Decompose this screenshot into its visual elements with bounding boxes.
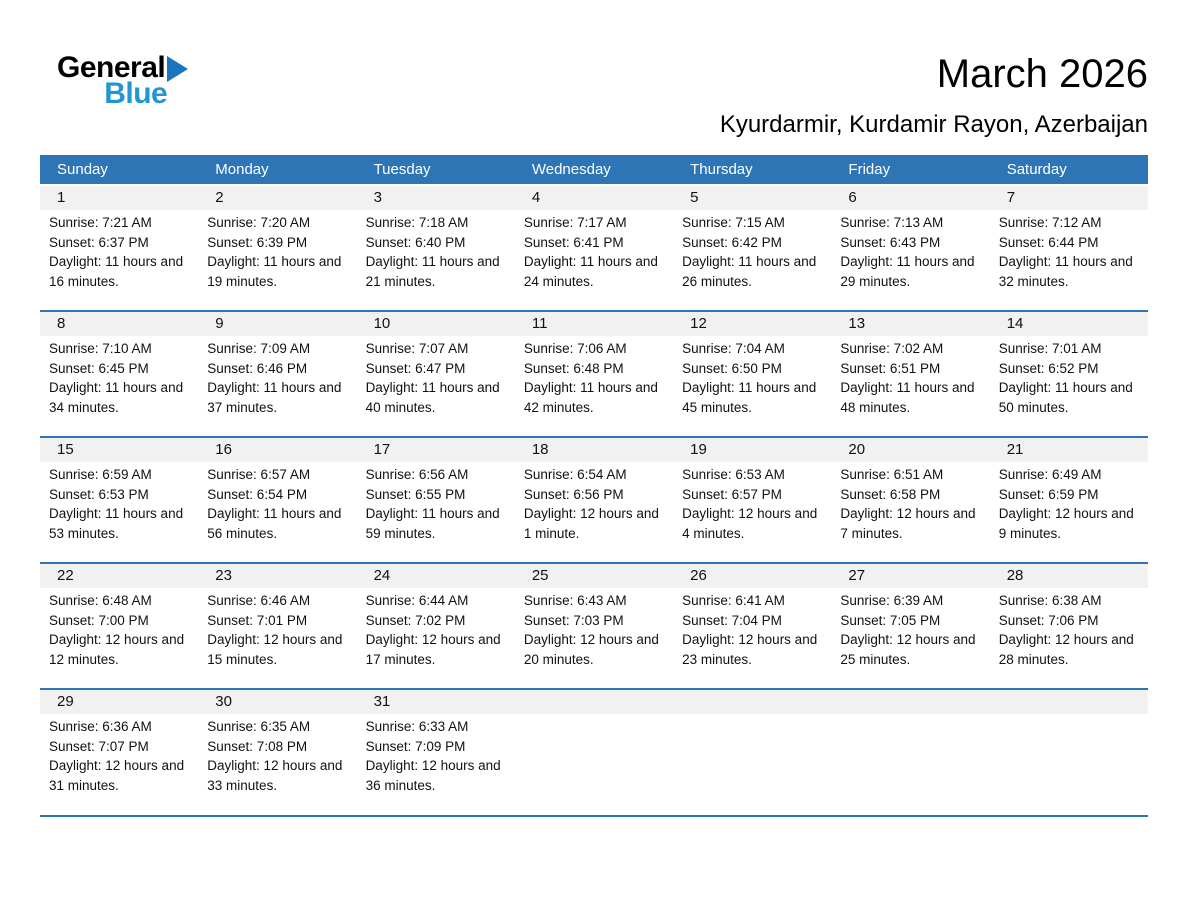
day-info — [198, 462, 356, 553]
sunset-text: Sunset: 7:09 PM — [365, 738, 466, 754]
sunrise-text: Sunrise: 6:36 AM — [49, 719, 152, 734]
sunset-text: Sunset: 6:41 PM — [523, 234, 624, 250]
day-info — [40, 462, 198, 553]
sunrise-text: Sunrise: 6:38 AM — [998, 593, 1102, 608]
sunset-text: Sunset: 6:42 PM — [682, 234, 782, 250]
day-cell — [990, 312, 1148, 427]
day-cell — [515, 438, 673, 553]
day-cell — [40, 438, 198, 553]
day-info — [40, 588, 198, 679]
day-info — [40, 714, 198, 805]
general-blue-logo — [57, 50, 188, 110]
day-number: 4 — [515, 186, 673, 210]
day-number: 28 — [990, 564, 1148, 588]
weekday-header — [40, 155, 1148, 184]
day-info — [831, 714, 989, 727]
day-info — [673, 462, 831, 553]
sunrise-text: Sunrise: 6:46 AM — [207, 593, 311, 608]
day-info — [515, 210, 673, 301]
day-cell — [40, 186, 198, 301]
day-info — [990, 462, 1148, 553]
daylight-text: Daylight: 12 hours and 4 minutes. — [682, 506, 818, 541]
sunrise-text: Sunrise: 7:12 AM — [998, 215, 1102, 230]
day-cell — [357, 564, 515, 679]
daylight-text: Daylight: 11 hours and 26 minutes. — [682, 254, 817, 289]
sunset-text: Sunset: 6:43 PM — [840, 234, 941, 250]
day-cell — [831, 564, 989, 679]
sunset-text: Sunset: 6:59 PM — [998, 486, 1099, 502]
day-number: 25 — [515, 564, 673, 588]
sunset-text: Sunset: 7:01 PM — [207, 612, 308, 628]
daylight-text: Daylight: 11 hours and 48 minutes. — [840, 380, 975, 415]
sunset-text: Sunset: 6:54 PM — [207, 486, 308, 502]
sunset-text: Sunset: 6:58 PM — [840, 486, 941, 502]
day-info — [673, 336, 831, 427]
sunrise-text: Sunrise: 6:59 AM — [49, 467, 152, 482]
day-info — [357, 336, 515, 427]
sunset-text: Sunset: 6:48 PM — [523, 360, 624, 376]
day-info — [515, 336, 673, 427]
daylight-text: Daylight: 12 hours and 9 minutes. — [998, 506, 1134, 541]
sunrise-text: Sunrise: 6:44 AM — [365, 593, 469, 608]
day-number: 23 — [198, 564, 356, 588]
page-header — [0, 0, 1188, 145]
daylight-text: Daylight: 11 hours and 34 minutes. — [49, 380, 184, 415]
sunrise-text: Sunrise: 6:35 AM — [207, 719, 311, 734]
sunrise-text: Sunrise: 6:51 AM — [840, 467, 944, 482]
sunrise-text: Sunrise: 6:53 AM — [682, 467, 785, 482]
sunset-text: Sunset: 6:39 PM — [207, 234, 308, 250]
day-cell — [357, 690, 515, 805]
sunrise-text: Sunrise: 6:41 AM — [682, 593, 785, 608]
daylight-text: Daylight: 12 hours and 31 minutes. — [49, 758, 185, 793]
sunset-text: Sunset: 6:51 PM — [840, 360, 941, 376]
sunset-text: Sunset: 6:50 PM — [682, 360, 782, 376]
day-number: 14 — [990, 312, 1148, 336]
daylight-text: Daylight: 11 hours and 29 minutes. — [840, 254, 975, 289]
empty-day-cell — [990, 690, 1148, 805]
sunrise-text: Sunrise: 7:01 AM — [998, 341, 1102, 356]
day-number: 5 — [673, 186, 831, 210]
logo-blue-text: Blue — [104, 77, 168, 110]
day-number: 3 — [357, 186, 515, 210]
sunrise-text: Sunrise: 7:09 AM — [207, 341, 311, 356]
day-info — [831, 336, 989, 427]
daylight-text: Daylight: 12 hours and 12 minutes. — [49, 632, 185, 667]
day-number: 31 — [357, 690, 515, 714]
empty-day-cell — [515, 690, 673, 805]
day-number: 12 — [673, 312, 831, 336]
day-cell — [40, 312, 198, 427]
sunset-text: Sunset: 7:06 PM — [998, 612, 1099, 628]
sunrise-text: Sunrise: 7:21 AM — [49, 215, 152, 230]
sunset-text: Sunset: 7:08 PM — [207, 738, 308, 754]
sunset-text: Sunset: 6:45 PM — [49, 360, 149, 376]
day-info — [198, 336, 356, 427]
day-cell — [673, 312, 831, 427]
sunrise-text: Sunrise: 6:54 AM — [523, 467, 627, 482]
day-number: 11 — [515, 312, 673, 336]
weekday-tuesday: Tuesday — [373, 161, 431, 178]
daylight-text: Daylight: 12 hours and 28 minutes. — [998, 632, 1134, 667]
sunrise-text: Sunrise: 7:06 AM — [523, 341, 627, 356]
daylight-text: Daylight: 12 hours and 25 minutes. — [840, 632, 976, 667]
logo-triangle-icon — [167, 56, 188, 82]
day-info — [357, 210, 515, 301]
week-row — [40, 436, 1148, 553]
day-number: 27 — [831, 564, 989, 588]
daylight-text: Daylight: 12 hours and 23 minutes. — [682, 632, 818, 667]
day-info — [831, 588, 989, 679]
day-info — [990, 714, 1148, 727]
day-info — [515, 588, 673, 679]
sunset-text: Sunset: 7:05 PM — [840, 612, 941, 628]
day-info — [990, 210, 1148, 301]
sunrise-text: Sunrise: 7:04 AM — [682, 341, 785, 356]
weekday-friday: Friday — [848, 161, 891, 178]
calendar — [40, 155, 1148, 805]
day-cell — [357, 186, 515, 301]
daylight-text: Daylight: 11 hours and 16 minutes. — [49, 254, 184, 289]
sunrise-text: Sunrise: 7:20 AM — [207, 215, 311, 230]
day-info — [673, 210, 831, 301]
day-number: 30 — [198, 690, 356, 714]
location-subtitle: Kyurdarmir, Kurdamir Rayon, Azerbaijan — [719, 111, 1148, 138]
day-info — [990, 336, 1148, 427]
day-info — [673, 714, 831, 727]
day-info — [357, 714, 515, 805]
day-info — [198, 714, 356, 805]
sunset-text: Sunset: 6:56 PM — [523, 486, 624, 502]
week-row — [40, 562, 1148, 679]
daylight-text: Daylight: 12 hours and 20 minutes. — [523, 632, 659, 667]
sunrise-text: Sunrise: 6:57 AM — [207, 467, 311, 482]
day-cell — [990, 186, 1148, 301]
daylight-text: Daylight: 11 hours and 50 minutes. — [998, 380, 1133, 415]
week-row — [40, 186, 1148, 301]
day-cell — [673, 186, 831, 301]
sunrise-text: Sunrise: 7:10 AM — [49, 341, 152, 356]
empty-day-cell — [831, 690, 989, 805]
day-info — [831, 210, 989, 301]
sunrise-text: Sunrise: 6:56 AM — [365, 467, 469, 482]
day-cell — [515, 564, 673, 679]
day-cell — [673, 564, 831, 679]
sunset-text: Sunset: 6:44 PM — [998, 234, 1099, 250]
daylight-text: Daylight: 12 hours and 1 minute. — [523, 506, 659, 541]
daylight-text: Daylight: 12 hours and 33 minutes. — [207, 758, 343, 793]
day-cell — [831, 312, 989, 427]
day-number: 19 — [673, 438, 831, 462]
day-info — [515, 714, 673, 727]
sunset-text: Sunset: 6:55 PM — [365, 486, 466, 502]
day-number: 29 — [40, 690, 198, 714]
sunrise-text: Sunrise: 7:18 AM — [365, 215, 469, 230]
day-cell — [198, 690, 356, 805]
day-cell — [831, 186, 989, 301]
day-info — [198, 588, 356, 679]
day-cell — [673, 438, 831, 553]
logo-general-text: General — [57, 50, 166, 84]
daylight-text: Daylight: 11 hours and 53 minutes. — [49, 506, 184, 541]
day-cell — [990, 438, 1148, 553]
sunset-text: Sunset: 6:53 PM — [49, 486, 149, 502]
sunset-text: Sunset: 7:03 PM — [523, 612, 624, 628]
daylight-text: Daylight: 11 hours and 19 minutes. — [207, 254, 342, 289]
calendar-bottom-line — [40, 815, 1148, 817]
day-cell — [515, 186, 673, 301]
daylight-text: Daylight: 11 hours and 45 minutes. — [682, 380, 817, 415]
day-number: 2 — [198, 186, 356, 210]
day-number: 20 — [831, 438, 989, 462]
day-number — [990, 690, 1148, 714]
day-number — [673, 690, 831, 714]
week-row — [40, 688, 1148, 805]
day-info — [357, 588, 515, 679]
day-number: 24 — [357, 564, 515, 588]
sunset-text: Sunset: 6:40 PM — [365, 234, 466, 250]
day-number: 13 — [831, 312, 989, 336]
daylight-text: Daylight: 11 hours and 40 minutes. — [365, 380, 500, 415]
day-cell — [198, 438, 356, 553]
sunrise-text: Sunrise: 7:17 AM — [523, 215, 627, 230]
sunrise-text: Sunrise: 7:13 AM — [840, 215, 944, 230]
daylight-text: Daylight: 11 hours and 42 minutes. — [523, 380, 658, 415]
day-cell — [198, 564, 356, 679]
day-number: 22 — [40, 564, 198, 588]
sunrise-text: Sunrise: 6:39 AM — [840, 593, 944, 608]
day-info — [357, 462, 515, 553]
day-number — [831, 690, 989, 714]
sunset-text: Sunset: 7:04 PM — [682, 612, 782, 628]
daylight-text: Daylight: 11 hours and 56 minutes. — [207, 506, 342, 541]
daylight-text: Daylight: 11 hours and 37 minutes. — [207, 380, 342, 415]
day-info — [198, 210, 356, 301]
daylight-text: Daylight: 11 hours and 32 minutes. — [998, 254, 1133, 289]
day-cell — [198, 186, 356, 301]
day-number: 1 — [40, 186, 198, 210]
sunset-text: Sunset: 6:47 PM — [365, 360, 466, 376]
sunrise-text: Sunrise: 6:49 AM — [998, 467, 1102, 482]
day-cell — [40, 564, 198, 679]
sunset-text: Sunset: 6:46 PM — [207, 360, 308, 376]
weekday-monday: Monday — [215, 161, 269, 178]
day-number: 21 — [990, 438, 1148, 462]
day-number: 10 — [357, 312, 515, 336]
day-cell — [515, 312, 673, 427]
daylight-text: Daylight: 12 hours and 7 minutes. — [840, 506, 976, 541]
empty-day-cell — [673, 690, 831, 805]
weekday-thursday: Thursday — [690, 161, 753, 178]
day-number: 16 — [198, 438, 356, 462]
day-number: 6 — [831, 186, 989, 210]
day-number: 9 — [198, 312, 356, 336]
day-number: 15 — [40, 438, 198, 462]
daylight-text: Daylight: 11 hours and 59 minutes. — [365, 506, 500, 541]
daylight-text: Daylight: 11 hours and 24 minutes. — [523, 254, 658, 289]
day-number: 18 — [515, 438, 673, 462]
day-cell — [357, 438, 515, 553]
day-info — [990, 588, 1148, 679]
sunrise-text: Sunrise: 7:02 AM — [840, 341, 944, 356]
sunset-text: Sunset: 7:02 PM — [365, 612, 466, 628]
day-cell — [357, 312, 515, 427]
day-info — [831, 462, 989, 553]
day-info — [40, 210, 198, 301]
day-info — [673, 588, 831, 679]
sunrise-text: Sunrise: 6:43 AM — [523, 593, 627, 608]
day-number: 26 — [673, 564, 831, 588]
title-block — [188, 52, 1148, 139]
daylight-text: Daylight: 12 hours and 15 minutes. — [207, 632, 343, 667]
sunrise-text: Sunrise: 7:07 AM — [365, 341, 469, 356]
sunrise-text: Sunrise: 7:15 AM — [682, 215, 785, 230]
daylight-text: Daylight: 11 hours and 21 minutes. — [365, 254, 500, 289]
calendar-weeks — [40, 186, 1148, 805]
day-number: 17 — [357, 438, 515, 462]
sunrise-text: Sunrise: 6:48 AM — [49, 593, 152, 608]
month-title: March 2026 — [936, 52, 1148, 96]
weekday-sunday: Sunday — [57, 161, 108, 178]
day-cell — [831, 438, 989, 553]
day-number: 7 — [990, 186, 1148, 210]
day-cell — [198, 312, 356, 427]
sunset-text: Sunset: 7:00 PM — [49, 612, 149, 628]
daylight-text: Daylight: 12 hours and 36 minutes. — [365, 758, 501, 793]
day-number: 8 — [40, 312, 198, 336]
week-row — [40, 310, 1148, 427]
day-info — [515, 462, 673, 553]
sunset-text: Sunset: 7:07 PM — [49, 738, 149, 754]
weekday-wednesday: Wednesday — [531, 161, 611, 178]
sunset-text: Sunset: 6:37 PM — [49, 234, 149, 250]
daylight-text: Daylight: 12 hours and 17 minutes. — [365, 632, 501, 667]
sunrise-text: Sunrise: 6:33 AM — [365, 719, 469, 734]
day-info — [40, 336, 198, 427]
weekday-saturday: Saturday — [1006, 161, 1067, 178]
day-cell — [40, 690, 198, 805]
sunset-text: Sunset: 6:57 PM — [682, 486, 782, 502]
sunset-text: Sunset: 6:52 PM — [998, 360, 1099, 376]
day-cell — [990, 564, 1148, 679]
day-number — [515, 690, 673, 714]
